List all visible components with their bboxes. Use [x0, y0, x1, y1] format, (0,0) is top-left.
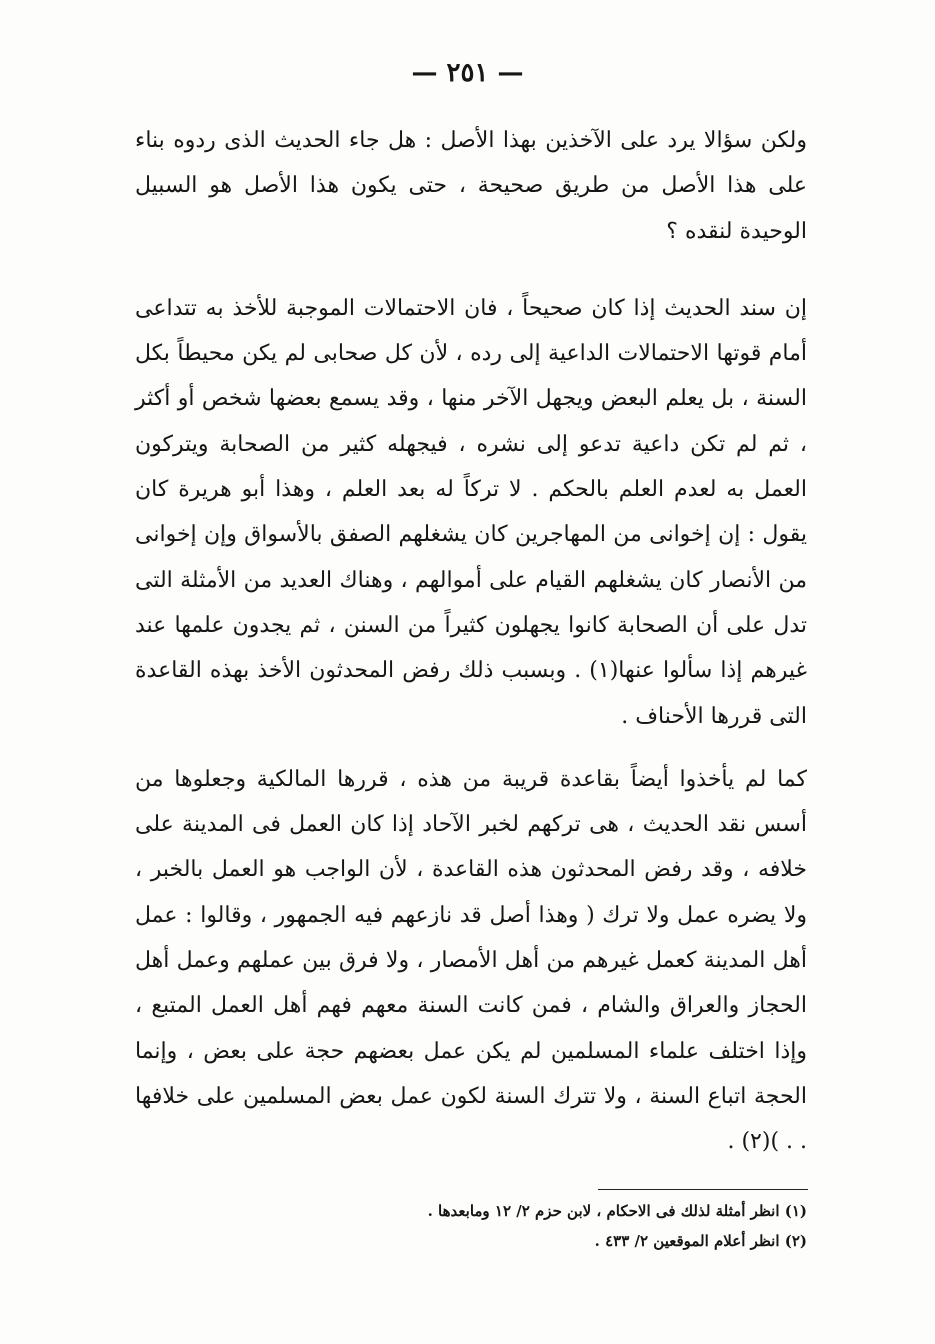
footnote-2: (٢) انظر أعلام الموقعين ٢/ ٤٣٣ .: [594, 1232, 807, 1250]
footnote-1: (١) انظر أمثلة لذلك فى الاحكام ، لابن حزم ٢/ ١٢ ومابعدها .: [427, 1202, 807, 1220]
footnote-divider: [598, 1189, 808, 1190]
paragraph-question: ولكن سؤالا يرد على الآخذين بهذا الأصل : هل جاء الحديث الذى ردوه بناء على هذا الأصل من طريق صحيحة ، حتى يكون هذا الأصل هو السبيل الوحيدة لنقده ؟: [135, 128, 807, 244]
paragraph-maliki-rule: كما لم يأخذوا أيضاً بقاعدة قريبة من هذه ، قررها المالكية وجعلوها من أسس نقد الحديث ، هى تركهم لخبر الآحاد إذا كان العمل فى المدينة على خلافه ، وقد رفض المحدثون هذه القاعدة ، لأن الواجب هو العمل بالخبر ، ولا يضره عمل ولا ترك ( وهذا أصل قد نازعهم فيه الجمهور ، وقالوا : عمل أهل المدينة كعمل غيرهم من أهل الأمصار ، ولا فرق بين عملهم وعمل أهل الحجاز والعراق والشام ، فمن كانت السنة معهم فهم أهل العمل المتبع ، وإذا اختلف علماء المسلمين لم يكن عمل بعضهم حجة على بعض ، وإنما الحجة اتباع السنة ، ولا تترك السنة لكون عمل بعض المسلمين على خلافها . . )(٢) .: [135, 766, 808, 1155]
paragraph-answer: إن سند الحديث إذا كان صحيحاً ، فان الاحتمالات الموجبة للأخذ به تتداعى أمام قوتها الاحتمالات الداعية إلى رده ، لأن كل صحابى لم يكن محيطاً بكل السنة ، بل يعلم البعض ويجهل الآخر منها ، وقد يسمع بعضها شخص أو أكثر ، ثم لم تكن داعية تدعو إلى نشره ، فيجهله كثير من الصحابة ويتركون العمل به لعدم العلم بالحكم . لا تركاً له بعد العلم ، وهذا أبو هريرة كان يقول : إن إخوانى من المهاجرين كان يشغلهم الصفق بالأسواق وإن إخوانى من الأنصار كان يشغلهم القيام على أموالهم ، وهناك العديد من الأمثلة التى تدل على أن الصحابة كانوا يجهلون كثيراً من السنن ، ثم يجدون علمها عند غيرهم إذا سألوا عنها(١) . وبسبب ذلك رفض المحدثون الأخذ بهذه القاعدة التى قررها الأحناف .: [135, 295, 808, 729]
footnotes: [270, 1196, 807, 1256]
page-number: — ٢٥١ —: [411, 58, 524, 88]
main-text: [135, 118, 807, 1165]
